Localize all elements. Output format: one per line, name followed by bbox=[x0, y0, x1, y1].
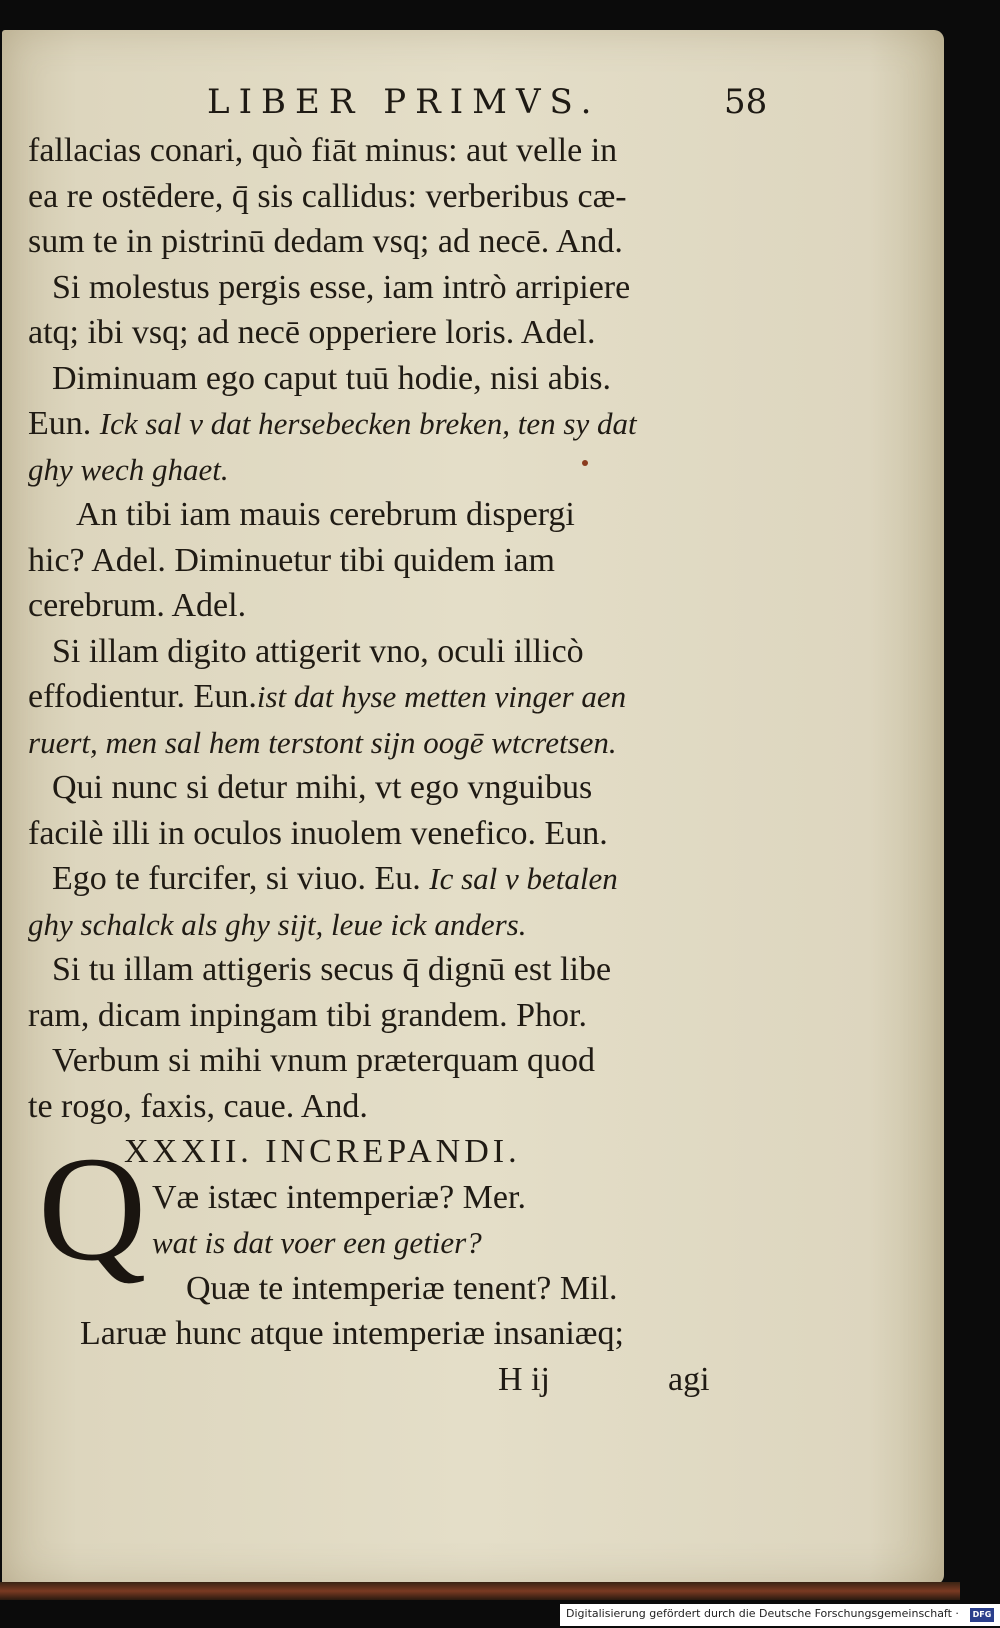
speaker-label: Eun. bbox=[28, 405, 92, 442]
text-line: Si illam digito attigerit vno, oculi illicò bbox=[52, 632, 584, 670]
text-segment: Ego te furcifer, si viuo. Eu. bbox=[52, 860, 421, 897]
page-header bbox=[2, 82, 944, 132]
dutch-gloss: ruert, men sal hem terstont sijn oogē wtcretsen. bbox=[28, 724, 617, 760]
dutch-gloss: ist dat hyse metten vinger aen bbox=[256, 679, 627, 714]
text-line: atq; ibi vsq; ad necē opperiere loris. Adel. bbox=[28, 314, 596, 351]
dfg-logo-icon: DFG bbox=[970, 1608, 994, 1622]
text-line: hic? Adel. Diminuetur tibi quidem iam bbox=[28, 541, 555, 579]
text-line: Quæ te intemperiæ tenent? Mil. bbox=[186, 1269, 618, 1307]
digitization-footer bbox=[560, 1604, 1000, 1626]
text-line: Væ istæc intemperiæ? Mer. bbox=[152, 1178, 526, 1216]
dutch-gloss: ghy schalck als ghy sijt, leue ick anders. bbox=[28, 906, 527, 942]
text-line: cerebrum. Adel. bbox=[28, 587, 247, 624]
text-line: An tibi iam mauis cerebrum dispergi bbox=[76, 496, 575, 533]
text-line-mixed bbox=[28, 674, 788, 720]
running-title: LIBER PRIMVS. bbox=[207, 82, 601, 122]
text-block bbox=[28, 128, 788, 1402]
book-edge bbox=[0, 1582, 960, 1600]
decorated-initial: Q bbox=[38, 1126, 147, 1292]
text-line: Si molestus pergis esse, iam intrò arripiere bbox=[52, 268, 631, 306]
text-line: ea re ostēdere, q̄ sis callidus: verberibus cæ- bbox=[28, 177, 627, 215]
text-line: Si tu illam attigeris secus q̄ dignū est libe bbox=[52, 951, 612, 988]
text-line: Qui nunc si detur mihi, vt ego vnguibus bbox=[52, 769, 593, 806]
text-line: sum te in pistrinū dedam vsq; ad necē. And. bbox=[28, 223, 623, 260]
text-line: Laruæ hunc atque intemperiæ insaniæq; bbox=[80, 1315, 624, 1352]
dutch-gloss: wat is dat voer een getier? bbox=[152, 1225, 482, 1260]
text-line: fallacias conari, quò fiāt minus: aut velle in bbox=[28, 132, 618, 169]
text-line: facilè illi in oculos inuolem venefico. Eun. bbox=[28, 814, 608, 852]
text-segment: effodientur. Eun. bbox=[28, 678, 257, 715]
book-page bbox=[2, 30, 944, 1585]
signature-mark: H ij bbox=[498, 1360, 550, 1398]
signature-line bbox=[28, 1357, 788, 1403]
catchword: agi bbox=[668, 1360, 710, 1398]
dutch-gloss: Ick sal v dat hersebecken breken, ten sy dat bbox=[99, 406, 637, 441]
text-line: te rogo, faxis, caue. And. bbox=[28, 1087, 368, 1125]
text-line-mixed bbox=[28, 401, 788, 447]
text-line: Diminuam ego caput tuū hodie, nisi abis. bbox=[52, 359, 612, 397]
text-line: Verbum si mihi vnum præterquam quod bbox=[52, 1042, 596, 1079]
folio-number: 58 bbox=[724, 82, 768, 122]
text-line: ram, dicam inpingam tibi grandem. Phor. bbox=[28, 996, 588, 1034]
dutch-gloss: ghy wech ghaet. bbox=[28, 451, 229, 487]
section-heading: XXXII. INCREPANDI. bbox=[124, 1133, 521, 1170]
text-line-mixed bbox=[28, 856, 788, 902]
dutch-gloss: Ic sal v betalen bbox=[429, 861, 618, 896]
funding-credit: Digitalisierung gefördert durch die Deutsche Forschungsgemeinschaft · bbox=[566, 1607, 959, 1620]
